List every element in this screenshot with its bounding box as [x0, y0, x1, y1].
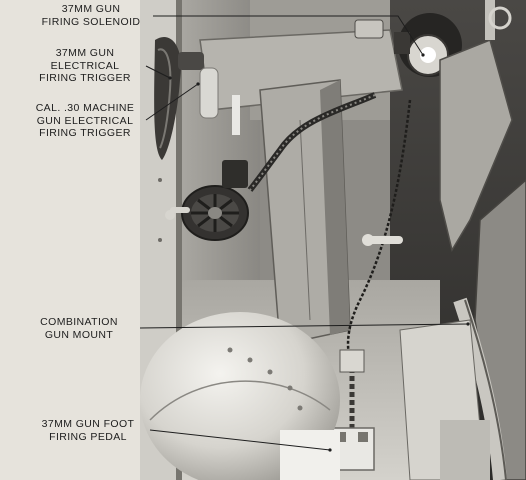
callout-mg-trigger-line3: FIRING TRIGGER: [39, 127, 131, 139]
callout-mg-trigger: [26, 102, 144, 140]
callout-foot-pedal: [26, 418, 150, 443]
callout-firing-solenoid: [30, 3, 152, 28]
callout-foot-pedal-line1: 37MM GUN FOOT: [41, 418, 135, 430]
gun-mount-photo: [140, 0, 526, 480]
callout-firing-solenoid-line2: FIRING SOLENOID: [41, 15, 141, 28]
callout-gun-mount-line1: COMBINATION: [40, 316, 118, 328]
callout-firing-solenoid-line1: 37MM GUN: [61, 3, 121, 15]
callout-mg-trigger-line2: GUN ELECTRICAL: [36, 114, 134, 127]
callout-gun-mount-line2: GUN MOUNT: [44, 328, 114, 341]
callout-electrical-trigger-line1: 37MM GUN: [55, 47, 115, 59]
callout-gun-mount: [20, 316, 138, 341]
callout-electrical-trigger-line2: ELECTRICAL: [50, 59, 120, 72]
callout-electrical-trigger: [26, 47, 144, 85]
callout-electrical-trigger-line3: FIRING TRIGGER: [39, 72, 131, 84]
callout-mg-trigger-line1: CAL. .30 MACHINE: [35, 102, 135, 114]
callout-foot-pedal-line2: FIRING PEDAL: [49, 430, 127, 443]
